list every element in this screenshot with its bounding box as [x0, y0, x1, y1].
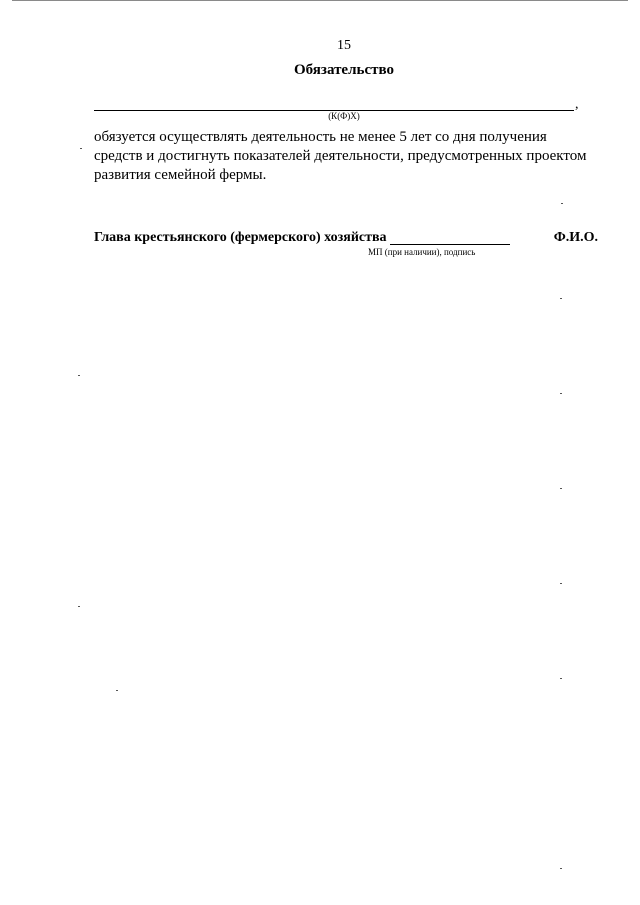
scan-speck: [560, 583, 562, 584]
scan-speck: [561, 203, 563, 204]
obligation-text: обязуется осуществлять деятельность не менее 5 лет со дня получения средств и достигнуть показателей деятельности, предусмотренных проектом развития семейной фермы.: [94, 129, 587, 183]
signature-row: [94, 230, 598, 250]
scan-speck: [80, 148, 82, 149]
scan-speck: [560, 868, 562, 869]
scan-speck: [560, 393, 562, 394]
fill-line-comma: ,: [575, 97, 579, 112]
scan-speck: [560, 298, 562, 299]
document-title: Обязательство: [294, 62, 394, 78]
page-top-edge: [12, 0, 628, 1]
scan-speck: [78, 375, 80, 376]
scan-speck: [116, 690, 118, 691]
scan-speck: [560, 488, 562, 489]
signature-name-placeholder: Ф.И.О.: [553, 230, 598, 245]
page-number: 15: [337, 38, 351, 53]
signature-caption: МП (при наличии), подпись: [368, 247, 476, 257]
scan-speck: [78, 606, 80, 607]
scan-speck: [560, 678, 562, 679]
farm-name-caption: (К(Ф)Х): [328, 111, 360, 121]
signature-fill-line: [390, 244, 510, 245]
signature-label: Глава крестьянского (фермерского) хозяйства: [94, 230, 387, 245]
